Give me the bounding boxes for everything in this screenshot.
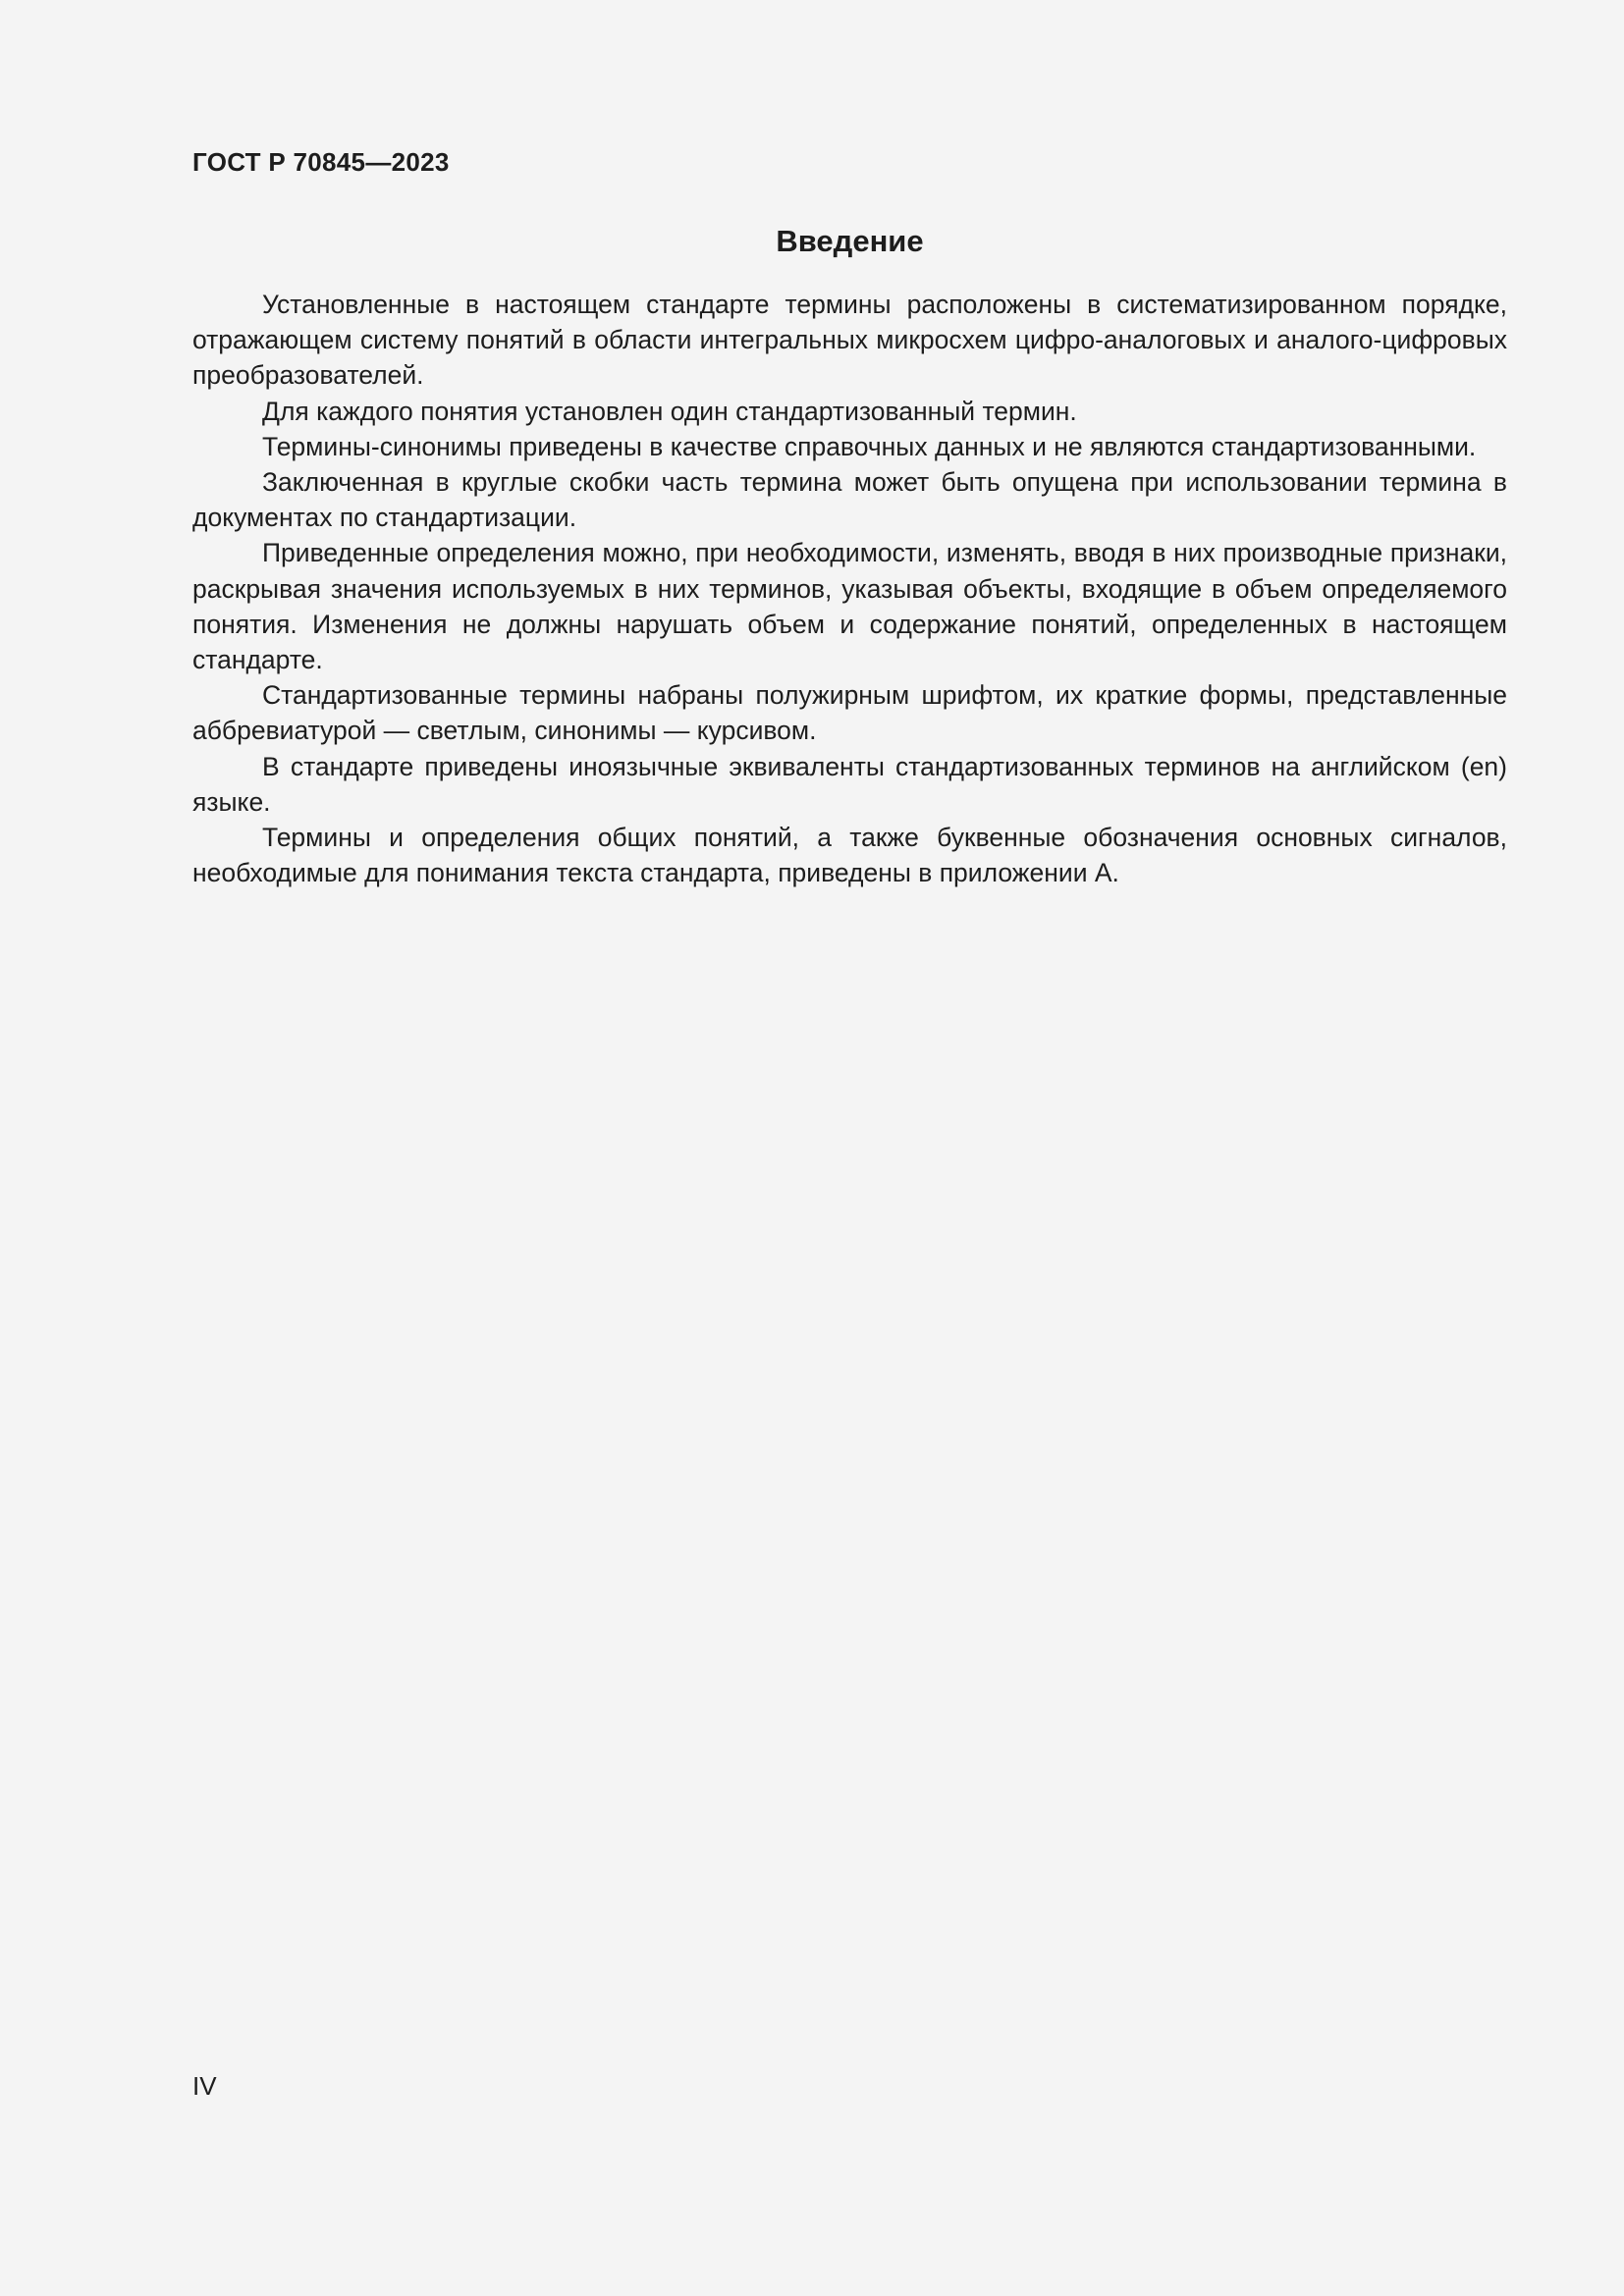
paragraph: Приведенные определения можно, при необходимости, изменять, вводя в них производные признаки, раскрывая значения используемых в них терминов, указывая объекты, входящие в объем определяемого понятия. Изменения не должны нарушать объем и содержание понятий, определенных в настоящем стандарте. bbox=[192, 538, 1507, 675]
paragraph: В стандарте приведены иноязычные эквиваленты стандартизованных терминов на английском (en) языке. bbox=[192, 751, 1507, 817]
paragraph: Установленные в настоящем стандарте термины расположены в систематизированном порядке, отражающем систему понятий в области интегральных микросхем цифро-аналоговых и аналого-цифровых преобразователей. bbox=[192, 290, 1507, 391]
paragraph: Стандартизованные термины набраны полужирным шрифтом, их краткие формы, представленные аббревиатурой — светлым, синонимы — курсивом. bbox=[192, 680, 1507, 746]
section-body bbox=[192, 287, 1507, 890]
paragraph: Заключенная в круглые скобки часть термина может быть опущена при использовании термина в документах по стандартизации. bbox=[192, 467, 1507, 533]
paragraph: Для каждого понятия установлен один стандартизованный термин. bbox=[262, 396, 1077, 426]
document-code: ГОСТ Р 70845—2023 bbox=[192, 147, 450, 177]
paragraph: Термины и определения общих понятий, а также буквенные обозначения основных сигналов, необходимые для понимания текста стандарта, приведены в приложении А. bbox=[192, 823, 1507, 888]
section-title: Введение bbox=[776, 224, 924, 258]
page-number: IV bbox=[192, 2071, 217, 2101]
paragraph: Термины-синонимы приведены в качестве справочных данных и не являются стандартизованными. bbox=[262, 431, 1477, 461]
